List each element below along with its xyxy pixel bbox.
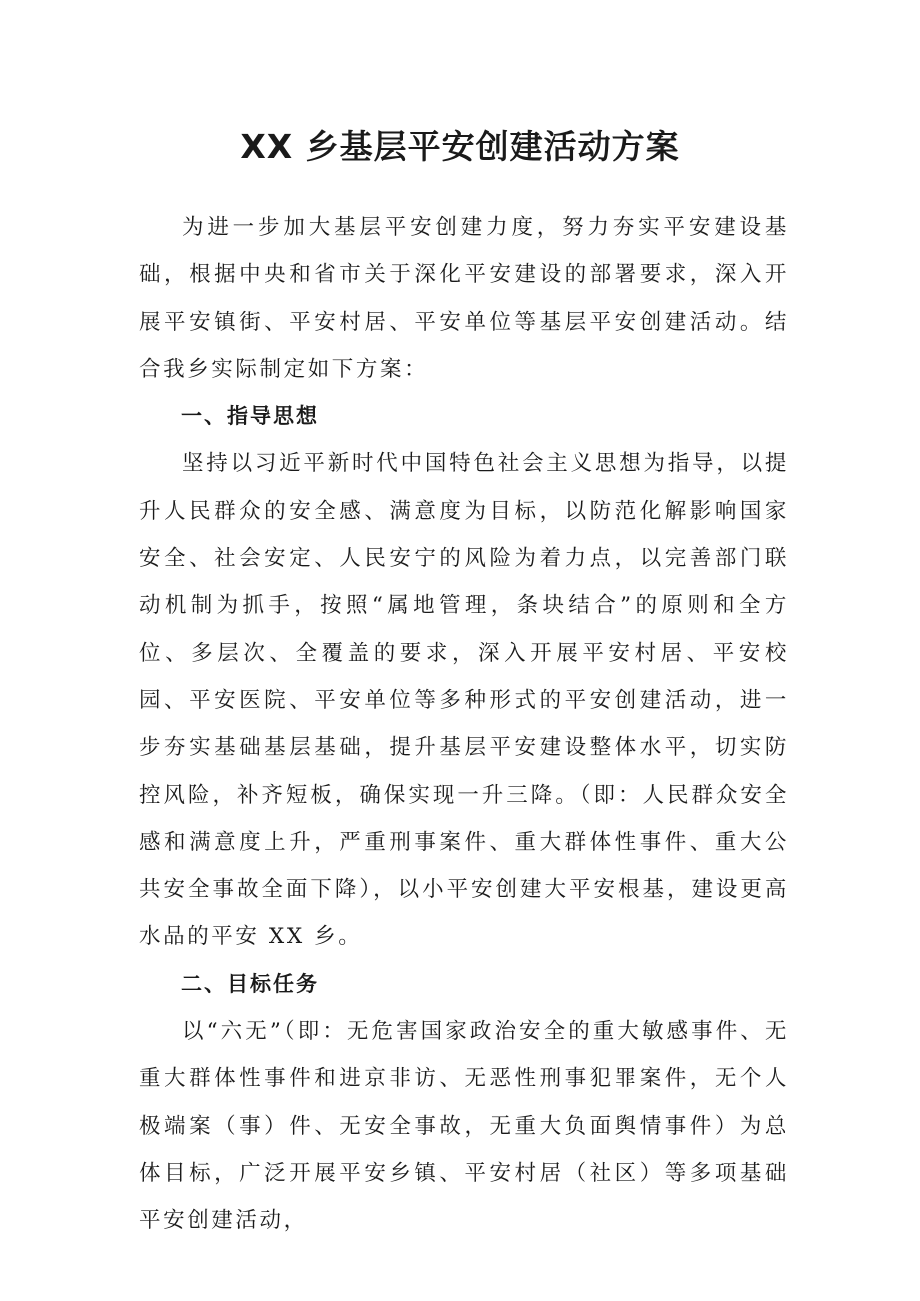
intro-paragraph: 为进一步加大基层平安创建力度，努力夯实平安建设基础，根据中央和省市关于深化平安建设的部署要求，深入开展平安镇街、平安村居、平安单位等基层平安创建活动。结合我乡实际制定如下方案： — [139, 215, 789, 382]
section-heading-goals-tasks: 二、目标任务 — [181, 971, 319, 996]
guiding-ideology-paragraph: 坚持以习近平新时代中国特色社会主义思想为指导，以提升人民群众的安全感、满意度为目标，以防范化解影响国家安全、社会安定、人民安宁的风险为着力点，以完善部门联动机制为抓手，按照“属地管理，条块结合”的原则和全方位、多层次、全覆盖的要求，深入开展平安村居、平安校园、平安医院、平安单位等多种形式的平安创建活动，进一步夯实基础基层基础，提升基层平安建设整体水平，切实防控风险，补齐短板，确保实现一升三降。（即：人民群众安全感和满意度上升，严重刑事案件、重大群体性事件、重大公共安全事故全面下降），以小平安创建大平安根基，建设更高水品的平安 XX 乡。 — [139, 451, 789, 950]
section-heading-guiding-ideology: 一、指导思想 — [181, 404, 319, 429]
document-title: XX 乡基层平安创建活动方案 — [240, 127, 680, 166]
document-body — [139, 204, 789, 1245]
goals-tasks-paragraph: 以“六无”（即：无危害国家政治安全的重大敏感事件、无重大群体性事件和进京非访、无恶性刑事犯罪案件，无个人极端案（事）件、无安全事故，无重大负面舆情事件）为总体目标，广泛开展平安乡镇、平安村居（社区）等多项基础平安创建活动， — [139, 1019, 789, 1234]
